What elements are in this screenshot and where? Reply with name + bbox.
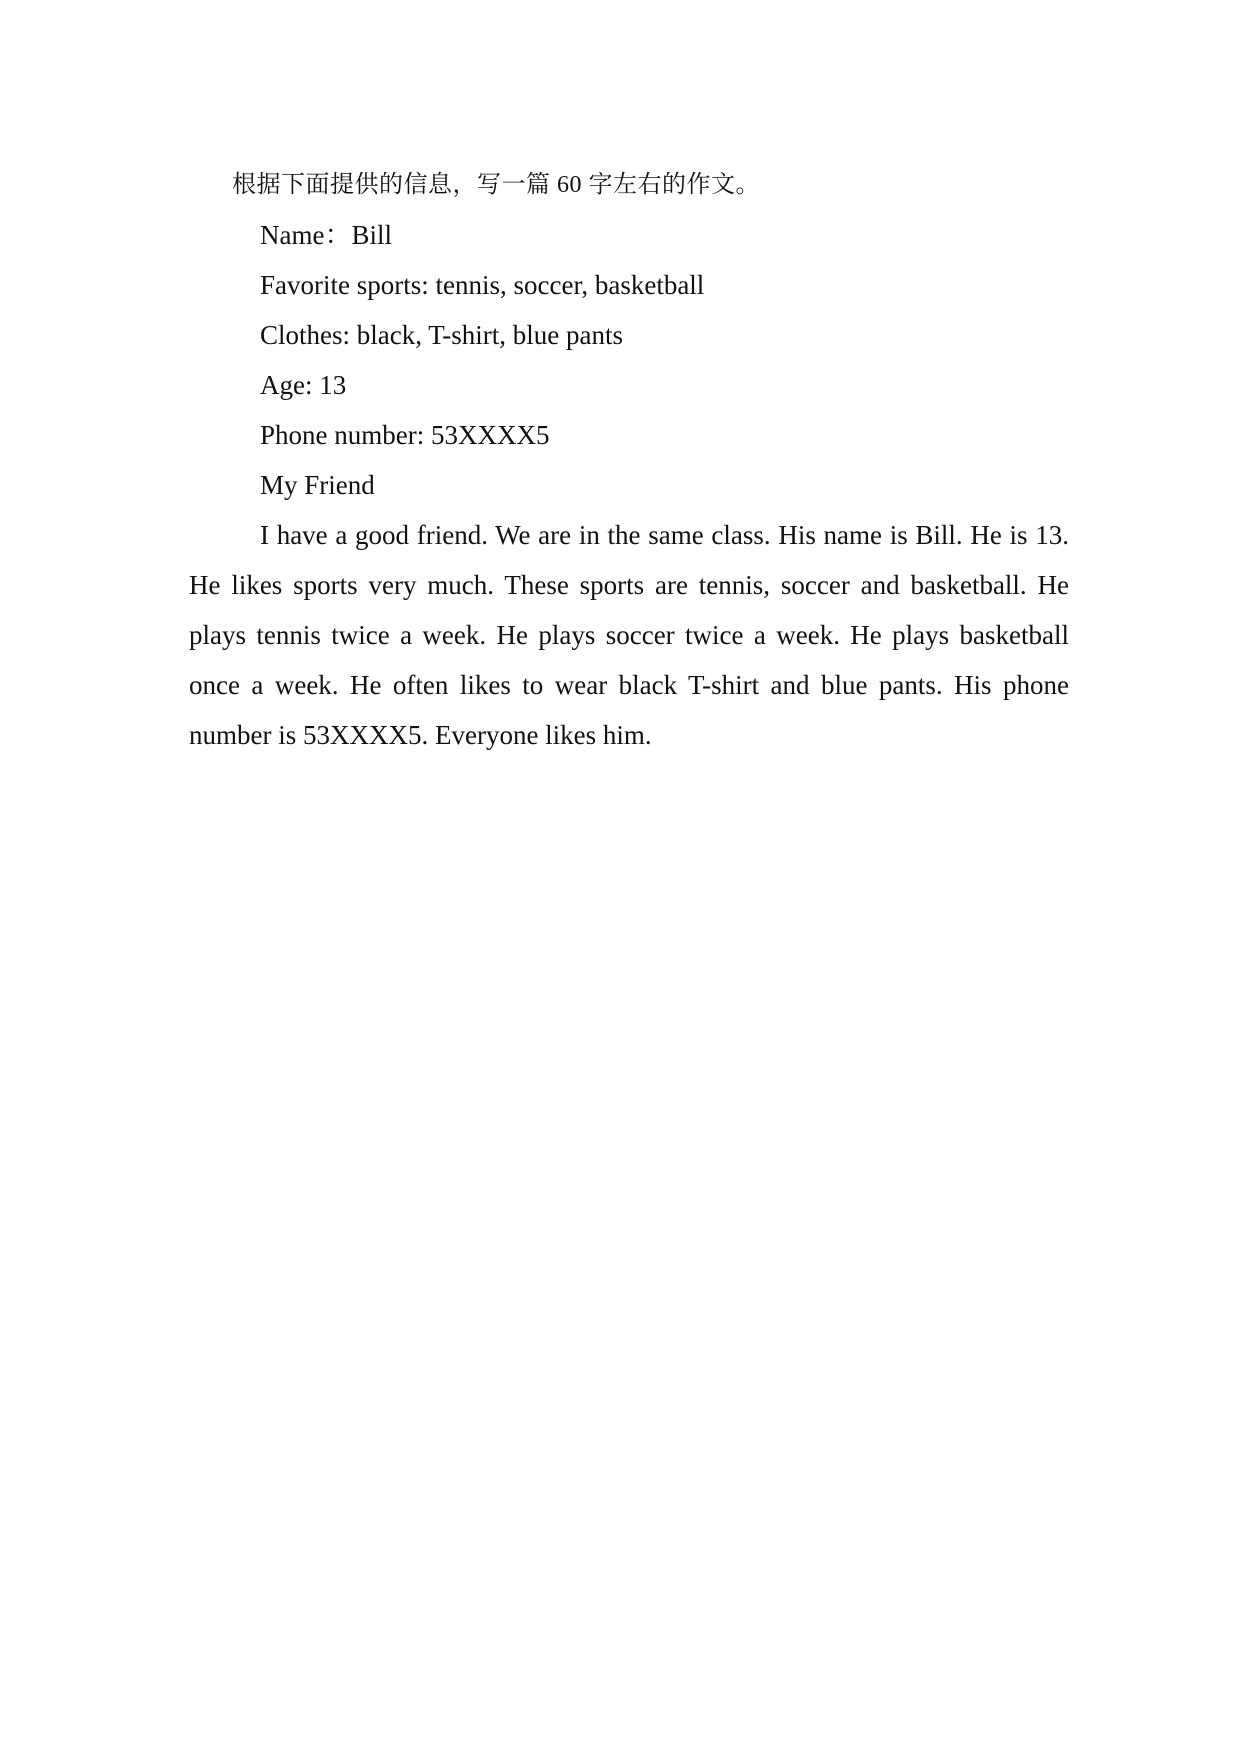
info-clothes: Clothes: black, T-shirt, blue pants: [260, 320, 623, 350]
task-instruction: 根据下面提供的信息，写一篇 60 字左右的作文。: [232, 172, 760, 198]
essay-body: I have a good friend. We are in the same class. His name is Bill. He is 13. He likes sports very much. These sports are tennis, soccer and basketball. He plays tennis twice a week. He plays soccer twice a week. He plays basketball once a week. He often likes to wear black T-shirt and blue pants. His phone number is 53XXXX5. Everyone likes him.: [189, 520, 1069, 750]
info-age: Age: 13: [260, 370, 347, 400]
info-phone: Phone number: 53XXXX5: [260, 420, 550, 450]
document-content: [189, 160, 1069, 760]
info-favorite-sports: Favorite sports: tennis, soccer, basketball: [260, 270, 705, 300]
info-name: Name：Bill: [260, 220, 392, 250]
essay-title: My Friend: [260, 470, 375, 500]
